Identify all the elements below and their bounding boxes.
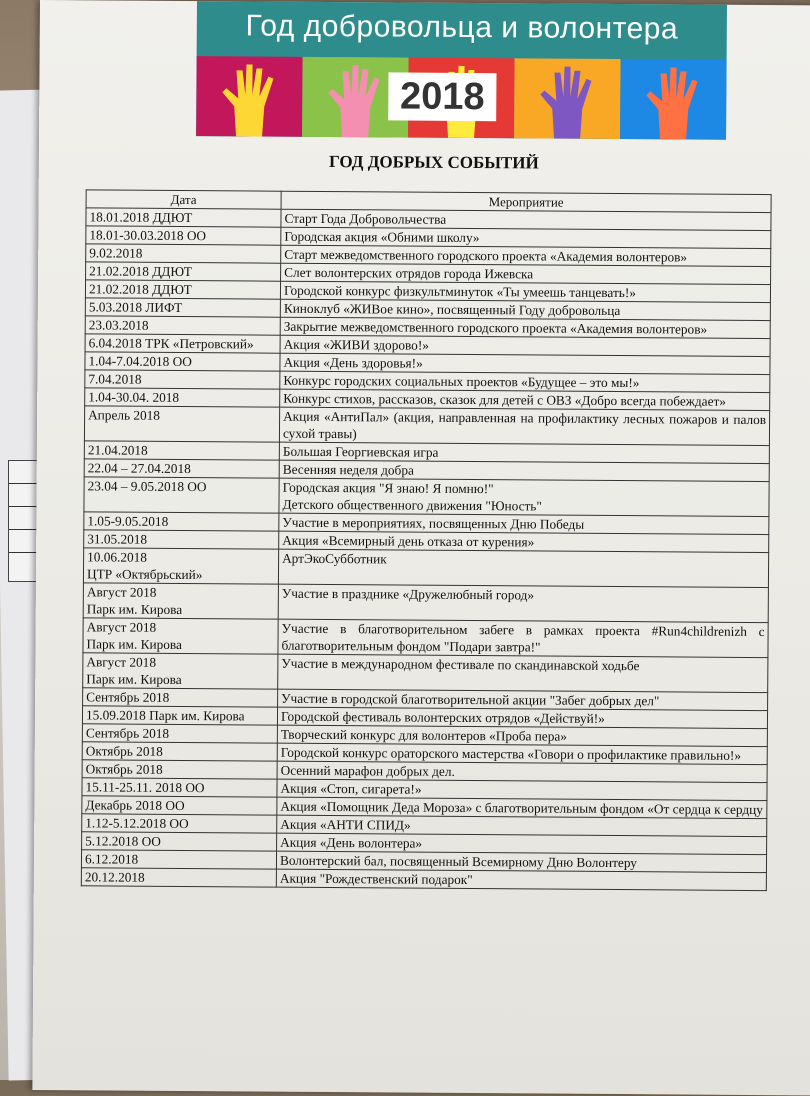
event-date-cell: Август 2018 Парк им. Кирова bbox=[83, 653, 278, 689]
event-name-cell: Акция "Рождественский подарок" bbox=[276, 869, 766, 890]
event-date-cell: Октябрь 2018 bbox=[82, 742, 277, 761]
event-name-cell: Акция «АНТИ СПИД» bbox=[277, 815, 767, 836]
banner-title: Год добровольца и волонтера bbox=[245, 9, 679, 46]
event-date-cell: 22.04 – 27.04.2018 bbox=[84, 459, 279, 478]
hand-icon bbox=[214, 62, 285, 136]
table-row bbox=[81, 868, 766, 891]
table-row bbox=[83, 618, 768, 658]
event-name-cell: Городская акция "Я знаю! Я помню!" Детского общественного движения "Юность" bbox=[279, 478, 769, 516]
table-row bbox=[84, 406, 769, 446]
event-name-cell: Участие в международном фестивале по скандинавской ходьбе bbox=[278, 654, 768, 692]
event-name-cell: Весенняя неделя добра bbox=[279, 460, 769, 481]
event-date-cell: 7.04.2018 bbox=[85, 370, 280, 389]
event-name-cell: Большая Георгиевская игра bbox=[279, 442, 769, 463]
event-date-cell: Август 2018 Парк им. Кирова bbox=[83, 618, 278, 654]
event-name-cell: Акция «Помощник Деда Мороза» с благотворительным фондом «От сердца к сердцу bbox=[277, 797, 767, 818]
event-date-cell: 18.01.2018 ДДЮТ bbox=[86, 208, 281, 227]
event-name-cell: Старт Года Добровольчества bbox=[281, 209, 771, 230]
event-name-cell: Творческий конкурс для волонтеров «Проба пера» bbox=[277, 725, 767, 746]
event-date-cell: Декабрь 2018 ОО bbox=[82, 796, 277, 815]
hand-icon bbox=[320, 63, 391, 137]
event-date-cell: Август 2018 Парк им. Кирова bbox=[83, 583, 278, 619]
events-table bbox=[81, 189, 772, 891]
event-date-cell: Октябрь 2018 bbox=[82, 760, 277, 779]
banner-tile bbox=[514, 58, 621, 139]
table-row bbox=[84, 477, 769, 517]
event-name-cell: Закрытие межведомственного городского проекта «Академия волонтеров» bbox=[280, 317, 770, 338]
event-name-cell: Акция «ЖИВИ здорово!» bbox=[280, 335, 770, 356]
hand-icon bbox=[532, 64, 603, 138]
banner-tile bbox=[620, 59, 727, 140]
event-date-cell: Сентябрь 2018 bbox=[82, 724, 277, 743]
table-row bbox=[83, 653, 768, 693]
event-date-cell: Апрель 2018 bbox=[84, 406, 279, 442]
event-name-cell: Волонтерский бал, посвященный Всемирному Дню Волонтеру bbox=[276, 851, 766, 872]
event-name-cell: Участие в благотворительном забеге в рамках проекта #Run4childrenizh с благотворительным фондом "Подари завтра!" bbox=[278, 619, 768, 657]
event-name-cell: Участие в мероприятиях, посвященных Дню Победы bbox=[279, 513, 769, 534]
event-date-cell: 23.04 – 9.05.2018 ОО bbox=[84, 477, 279, 513]
event-date-cell: 15.11-25.11. 2018 ОО bbox=[82, 778, 277, 797]
event-date-cell: 6.04.2018 ТРК «Петровский» bbox=[85, 334, 280, 353]
event-date-cell: 1.04-7.04.2018 ОО bbox=[85, 352, 280, 371]
event-name-cell: Старт межведомственного городского проекта «Академия волонтеров» bbox=[281, 245, 771, 266]
event-name-cell: Городской конкурс физкультминуток «Ты умеешь танцевать!» bbox=[280, 281, 770, 302]
event-date-cell: 21.02.2018 ДДЮТ bbox=[85, 280, 280, 299]
table-row bbox=[83, 583, 768, 623]
document-page bbox=[32, 0, 810, 1095]
event-name-cell: Слет волонтерских отрядов города Ижевска bbox=[281, 263, 771, 284]
event-date-cell: 21.02.2018 ДДЮТ bbox=[86, 262, 281, 281]
column-header-date: Дата bbox=[86, 190, 281, 209]
column-header-event: Мероприятие bbox=[281, 191, 771, 212]
event-date-cell: 31.05.2018 bbox=[84, 530, 279, 549]
table-row bbox=[83, 548, 768, 588]
event-date-cell: 9.02.2018 bbox=[86, 244, 281, 263]
event-name-cell: Акция «День здоровья!» bbox=[280, 353, 770, 374]
event-date-cell: 10.06.2018 ЦТР «Октябрьский» bbox=[83, 548, 278, 584]
event-date-cell: 1.04-30.04. 2018 bbox=[85, 388, 280, 407]
event-name-cell: Городской фестиваль волонтерских отрядов «Действуй!» bbox=[277, 707, 767, 728]
banner-tile bbox=[196, 56, 303, 137]
event-name-cell: Конкурс городских социальных проектов «Будущее – это мы!» bbox=[280, 371, 770, 392]
event-name-cell: Городская акция «Обними школу» bbox=[281, 227, 771, 248]
event-name-cell: Участие в празднике «Дружелюбный город» bbox=[278, 584, 768, 622]
event-date-cell: 5.03.2018 ЛИФТ bbox=[85, 298, 280, 317]
event-date-cell: 15.09.2018 Парк им. Кирова bbox=[82, 706, 277, 725]
document-title: ГОД ДОБРЫХ СОБЫТИЙ bbox=[328, 152, 539, 173]
event-name-cell: Городской конкурс ораторского мастерства «Говори о профилактике правильно!» bbox=[277, 743, 767, 764]
event-date-cell: 23.03.2018 bbox=[85, 316, 280, 335]
event-name-cell: Осенний марафон добрых дел. bbox=[277, 761, 767, 782]
event-name-cell: Акция «День волонтера» bbox=[277, 833, 767, 854]
event-name-cell: Конкурс стихов, рассказов, сказок для детей с ОВЗ «Добро всегда побеждает» bbox=[280, 389, 770, 410]
event-date-cell: 21.04.2018 bbox=[84, 441, 279, 460]
event-date-cell: 1.12-5.12.2018 ОО bbox=[82, 814, 277, 833]
event-date-cell: 5.12.2018 ОО bbox=[82, 832, 277, 851]
year-banner bbox=[196, 1, 727, 140]
event-date-cell: 6.12.2018 bbox=[81, 850, 276, 869]
event-date-cell: Сентябрь 2018 bbox=[83, 688, 278, 707]
event-date-cell: 18.01-30.03.2018 ОО bbox=[86, 226, 281, 245]
event-name-cell: Участие в городской благотворительной акции "Забег добрых дел" bbox=[278, 689, 768, 710]
event-name-cell: Акция «Стоп, сигарета!» bbox=[277, 779, 767, 800]
event-date-cell: 1.05-9.05.2018 bbox=[84, 512, 279, 531]
event-name-cell: Акция «АнтиПал» (акция, направленная на профилактику лесных пожаров и палов сухой травы) bbox=[279, 407, 769, 445]
event-name-cell: Акция «Всемирный день отказа от курения» bbox=[279, 531, 769, 552]
event-name-cell: АртЭкоСубботник bbox=[278, 549, 768, 587]
event-date-cell: 20.12.2018 bbox=[81, 868, 276, 887]
event-name-cell: Киноклуб «ЖИВое кино», посвященный Году добровольца bbox=[280, 299, 770, 320]
banner-year: 2018 bbox=[388, 72, 496, 121]
hand-icon bbox=[638, 65, 709, 139]
